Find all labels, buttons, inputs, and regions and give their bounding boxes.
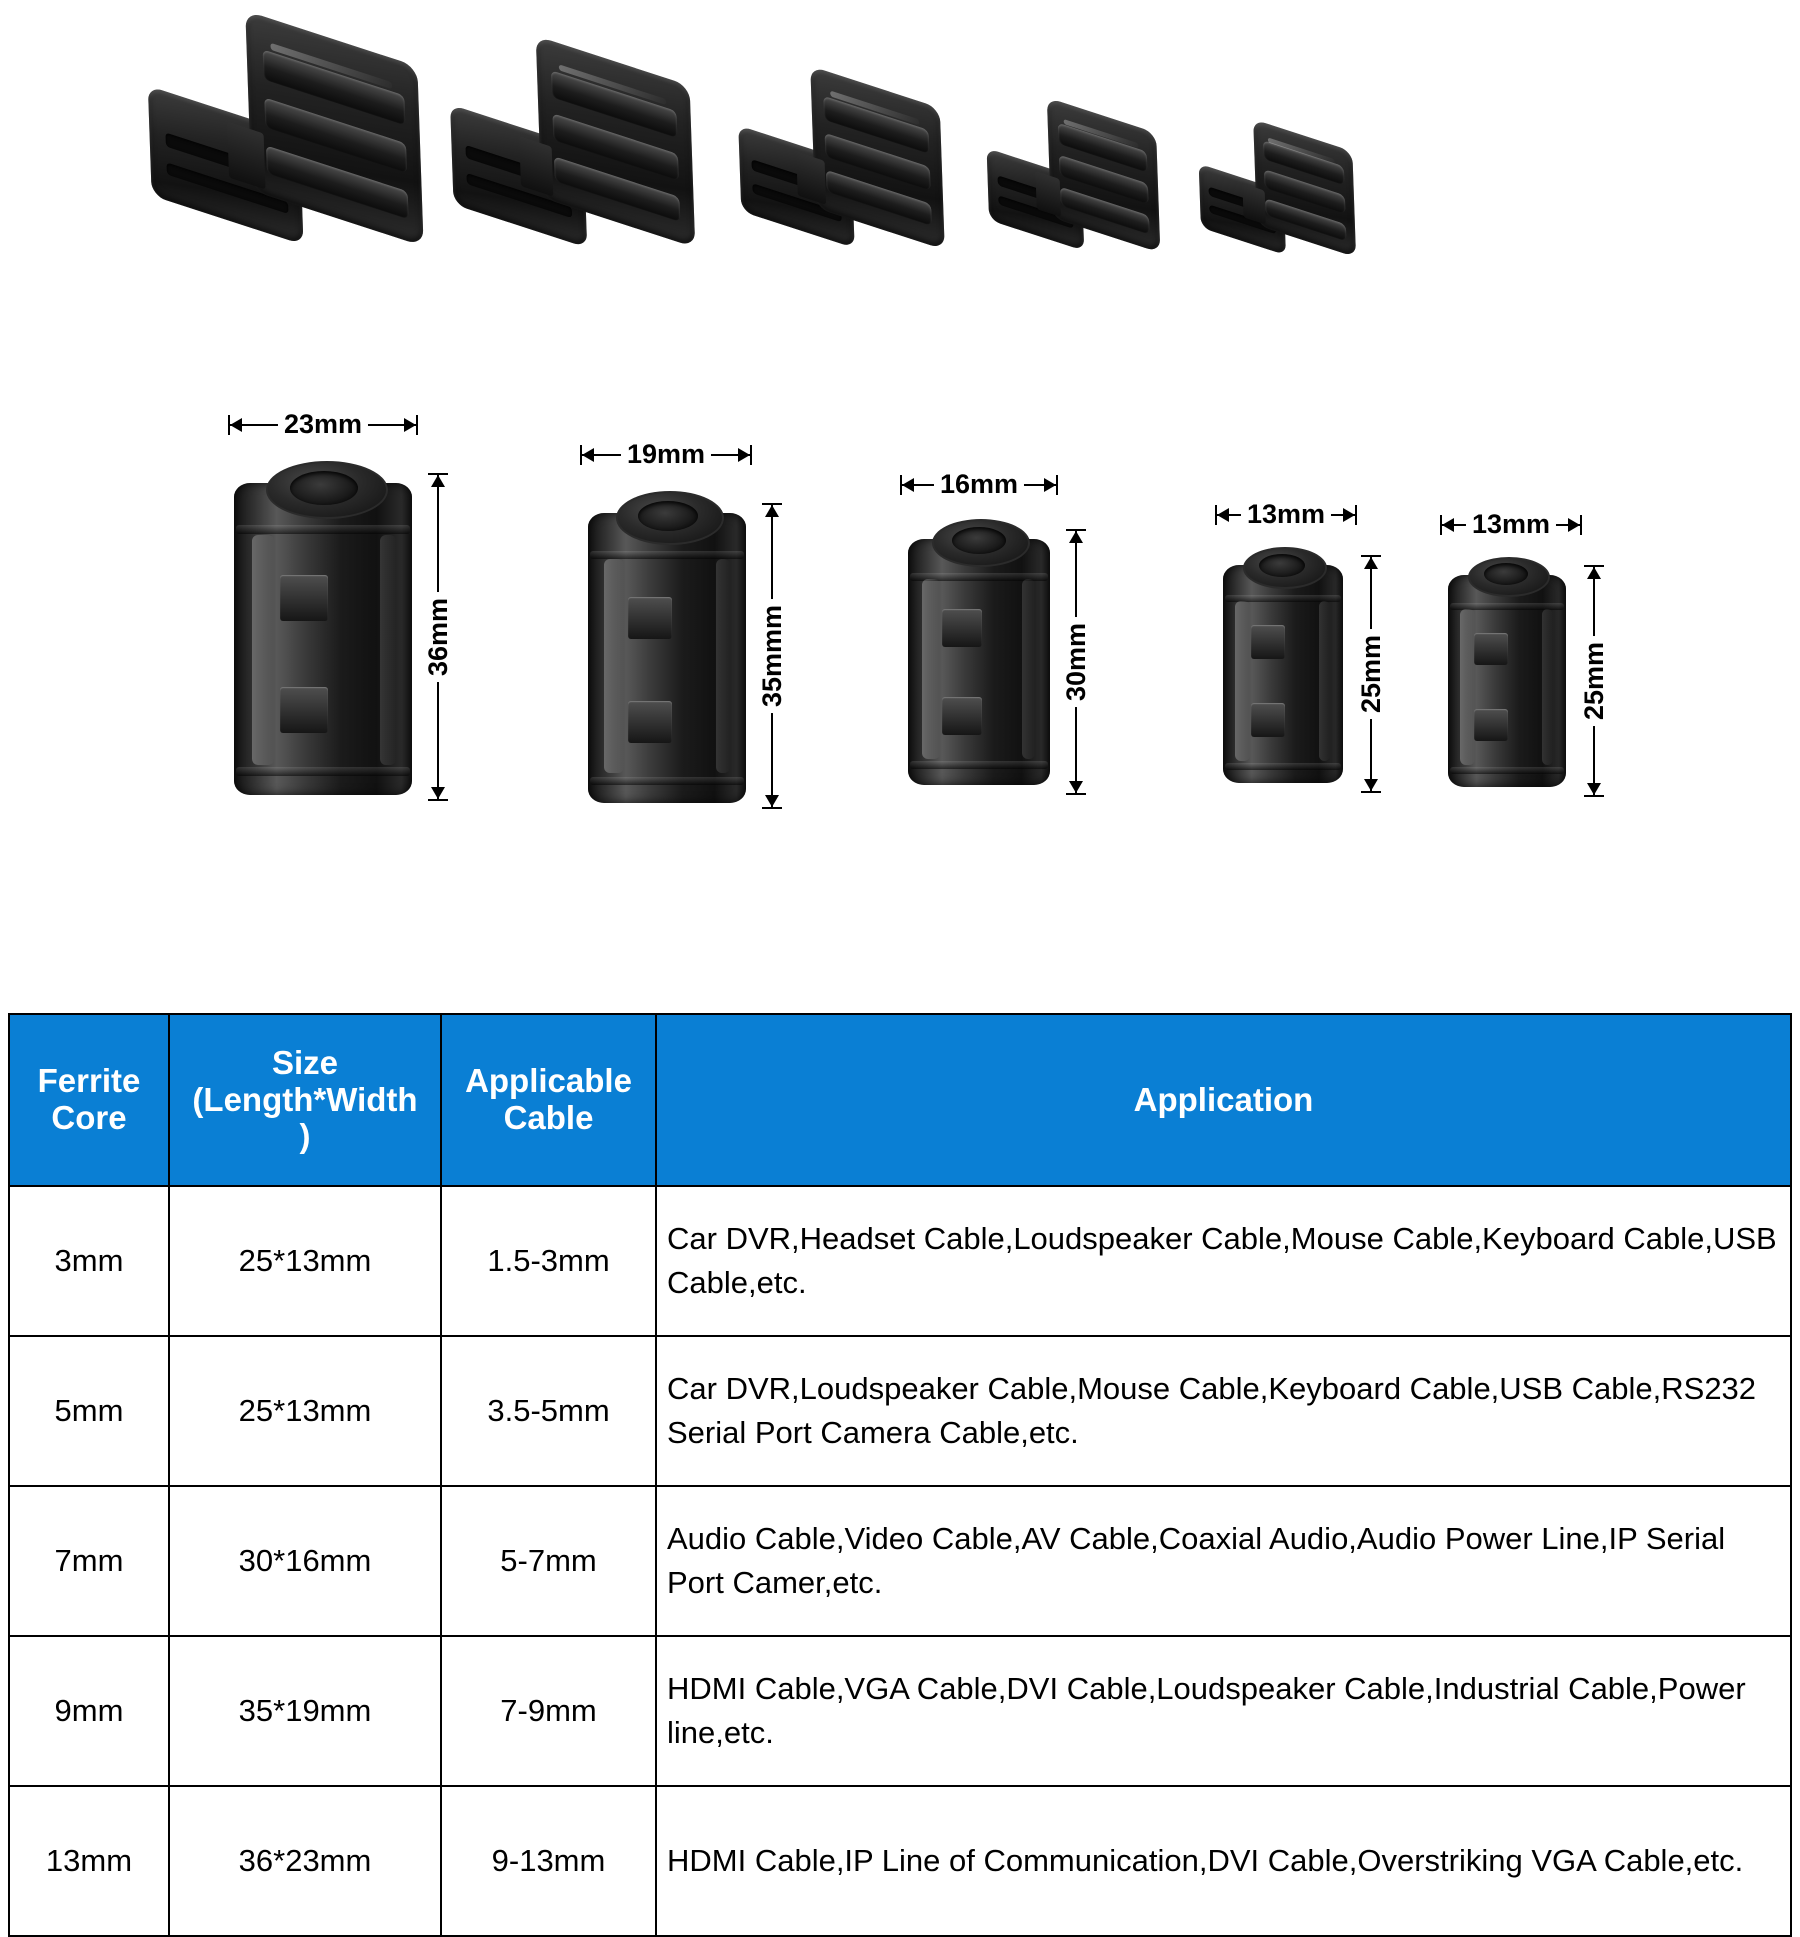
dimension-height-label-7mm: 30mm xyxy=(1061,617,1091,707)
cell-ferrite-core: 7mm xyxy=(9,1486,169,1636)
open-clamp-9mm xyxy=(448,48,705,267)
dimension-width-label-9mm: 19mm xyxy=(621,439,711,469)
dimension-height-label-9mm: 35mmm xyxy=(757,599,787,713)
dimension-width-label-5mm: 13mm xyxy=(1241,499,1331,529)
dimension-width-label-3mm: 13mm xyxy=(1466,509,1556,539)
open-clamp-gallery xyxy=(0,0,1800,330)
dimension-width-9mm xyxy=(580,439,752,469)
header-line-1: Ferrite Core xyxy=(37,1062,141,1136)
dimension-height-5mm xyxy=(1356,555,1386,793)
cell-application: Car DVR,Loudspeaker Cable,Mouse Cable,Keyboard Cable,USB Cable,RS232 Serial Port Camera Cable,etc. xyxy=(656,1336,1791,1486)
dimension-width-label-7mm: 16mm xyxy=(934,469,1024,499)
cell-application: HDMI Cable,VGA Cable,DVI Cable,Loudspeaker Cable,Industrial Cable,Power line,etc. xyxy=(656,1636,1791,1786)
dimension-height-13mm xyxy=(423,473,453,801)
dimension-height-7mm xyxy=(1061,529,1091,795)
dimension-width-3mm xyxy=(1440,509,1582,539)
open-clamp-13mm xyxy=(146,25,434,265)
cell-ferrite-core: 5mm xyxy=(9,1336,169,1486)
table-row xyxy=(9,1786,1791,1936)
dimension-width-label-13mm: 23mm xyxy=(278,409,368,439)
closed-core-gallery xyxy=(0,330,1800,830)
cell-applicable-cable: 1.5-3mm xyxy=(441,1186,656,1336)
cell-size: 30*16mm xyxy=(169,1486,441,1636)
dimension-height-9mm xyxy=(757,503,787,809)
header-line-2: Size (Length*Width ) xyxy=(192,1043,418,1155)
table-row xyxy=(9,1186,1791,1336)
specification-table xyxy=(8,1013,1792,1937)
table-row xyxy=(9,1636,1791,1786)
dimension-height-label-5mm: 25mm xyxy=(1356,629,1386,719)
open-clamp-7mm xyxy=(737,76,953,268)
closed-core-9mm xyxy=(580,439,810,845)
column-header-applicable-cable xyxy=(441,1014,656,1186)
open-clamp-5mm xyxy=(985,107,1170,268)
cell-ferrite-core: 3mm xyxy=(9,1186,169,1336)
cell-size: 36*23mm xyxy=(169,1786,441,1936)
dimension-height-3mm xyxy=(1579,565,1609,797)
dimension-height-label-13mm: 36mm xyxy=(423,592,453,682)
column-header-size xyxy=(169,1014,441,1186)
cell-application: HDMI Cable,IP Line of Communication,DVI Cable,Overstriking VGA Cable,etc. xyxy=(656,1786,1791,1936)
cell-application: Car DVR,Headset Cable,Loudspeaker Cable,Mouse Cable,Keyboard Cable,USB Cable,etc. xyxy=(656,1186,1791,1336)
table-row xyxy=(9,1336,1791,1486)
cell-applicable-cable: 3.5-5mm xyxy=(441,1336,656,1486)
closed-core-3mm xyxy=(1440,509,1625,855)
dimension-width-7mm xyxy=(900,469,1058,499)
cell-size: 25*13mm xyxy=(169,1336,441,1486)
header-line-3: Applicable Cable xyxy=(465,1062,632,1136)
cell-applicable-cable: 9-13mm xyxy=(441,1786,656,1936)
closed-core-13mm xyxy=(228,409,478,835)
open-clamp-3mm xyxy=(1198,127,1368,273)
closed-core-7mm xyxy=(900,469,1110,845)
cell-size: 35*19mm xyxy=(169,1636,441,1786)
cell-ferrite-core: 13mm xyxy=(9,1786,169,1936)
cell-applicable-cable: 5-7mm xyxy=(441,1486,656,1636)
cell-application: Audio Cable,Video Cable,AV Cable,Coaxial Audio,Audio Power Line,IP Serial Port Camer,etc. xyxy=(656,1486,1791,1636)
cell-applicable-cable: 7-9mm xyxy=(441,1636,656,1786)
column-header-ferrite-core xyxy=(9,1014,169,1186)
dimension-width-13mm xyxy=(228,409,418,439)
closed-core-5mm xyxy=(1215,499,1400,845)
table-row xyxy=(9,1486,1791,1636)
cell-ferrite-core: 9mm xyxy=(9,1636,169,1786)
cell-size: 25*13mm xyxy=(169,1186,441,1336)
dimension-width-5mm xyxy=(1215,499,1357,529)
dimension-height-label-3mm: 25mm xyxy=(1579,636,1609,726)
column-header-application xyxy=(656,1014,1791,1186)
header-line-4: Application xyxy=(1133,1080,1314,1118)
table-header-row xyxy=(9,1014,1791,1186)
